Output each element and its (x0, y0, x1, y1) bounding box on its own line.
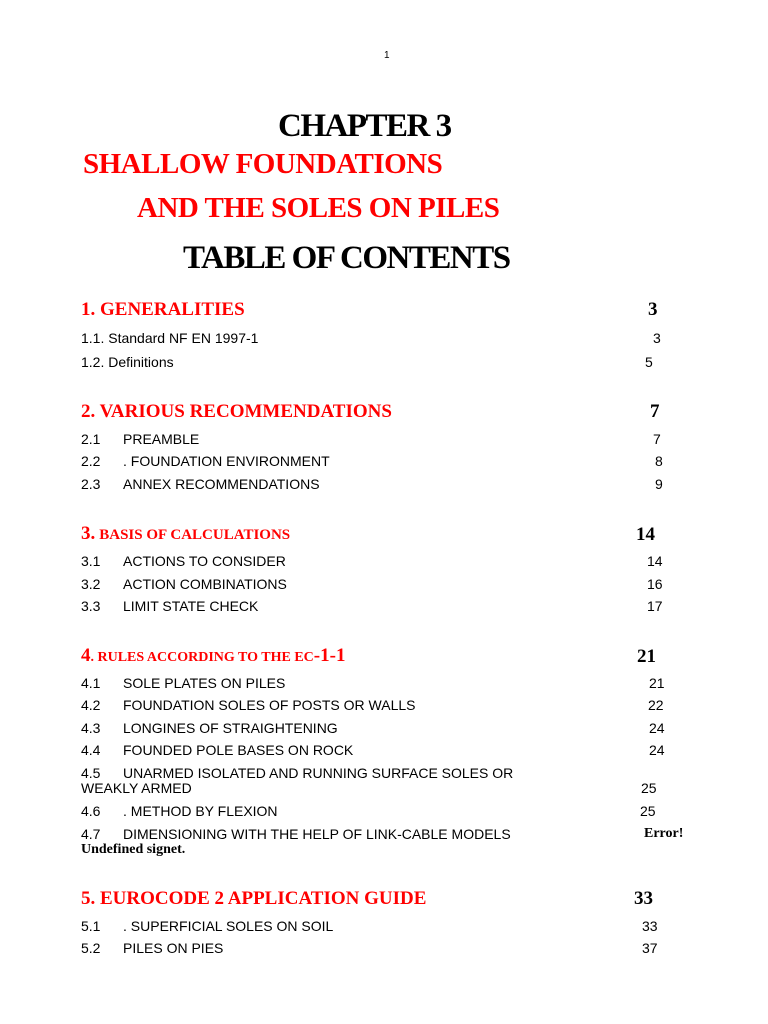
toc-entry-4-5-num: 4.5 (81, 765, 101, 781)
toc-entry-2-2-page: 8 (655, 453, 663, 469)
toc-entry-2-1-num: 2.1 (81, 431, 101, 447)
toc-entry-4-2[interactable]: FOUNDATION SOLES OF POSTS OR WALLS (123, 697, 416, 713)
section-4-heading-text: . RULES ACCORDING TO THE EC (90, 650, 314, 665)
subtitle-line-2: AND THE SOLES ON PILES (137, 192, 500, 224)
section-1-heading[interactable]: 1. GENERALITIES (81, 299, 245, 320)
section-3-page: 14 (636, 524, 655, 545)
toc-entry-2-3-page: 9 (655, 476, 663, 492)
page-number: 1 (384, 50, 390, 61)
toc-entry-3-3-page: 17 (647, 598, 663, 614)
section-1-page: 3 (648, 299, 658, 320)
toc-entry-4-7-num: 4.7 (81, 826, 101, 842)
toc-entry-5-2-page: 37 (642, 940, 658, 956)
toc-entry-4-1-num: 4.1 (81, 675, 101, 691)
chapter-title: CHAPTER 3 (278, 108, 451, 144)
section-2-page: 7 (650, 401, 660, 422)
toc-entry-4-1-page: 21 (649, 675, 665, 691)
section-5-heading[interactable]: 5. EUROCODE 2 APPLICATION GUIDE (81, 888, 427, 909)
toc-entry-2-2-num: 2.2 (81, 453, 101, 469)
toc-entry-4-7-error-cont: Undefined signet. (81, 842, 186, 857)
toc-entry-2-2[interactable]: . FOUNDATION ENVIRONMENT (123, 453, 330, 469)
toc-entry-3-3-num: 3.3 (81, 598, 101, 614)
toc-entry-2-3[interactable]: ANNEX RECOMMENDATIONS (123, 476, 320, 492)
section-4-heading-num: 4 (81, 645, 91, 666)
section-3-heading-text: BASIS OF CALCULATIONS (99, 527, 291, 543)
toc-entry-1-1-page: 3 (653, 330, 661, 346)
subtitle-line-1: SHALLOW FOUNDATIONS (83, 148, 443, 180)
toc-entry-4-7-error: Error! (644, 826, 684, 841)
section-3-heading[interactable] (81, 523, 290, 545)
toc-entry-3-2-page: 16 (647, 576, 663, 592)
toc-entry-3-1-num: 3.1 (81, 553, 101, 569)
toc-entry-4-5[interactable]: UNARMED ISOLATED AND RUNNING SURFACE SOLES OR (123, 765, 514, 781)
toc-entry-4-3[interactable]: LONGINES OF STRAIGHTENING (123, 720, 338, 736)
toc-entry-4-5-cont[interactable]: WEAKLY ARMED (81, 780, 192, 796)
toc-entry-3-2[interactable]: ACTION COMBINATIONS (123, 576, 287, 592)
toc-entry-5-1-num: 5.1 (81, 918, 101, 934)
toc-entry-2-1[interactable]: PREAMBLE (123, 431, 200, 447)
section-3-heading-num: 3. (81, 523, 96, 544)
section-4-page: 21 (637, 646, 656, 667)
toc-entry-4-6-num: 4.6 (81, 803, 101, 819)
section-5-page: 33 (634, 888, 653, 909)
toc-entry-5-1-page: 33 (642, 918, 658, 934)
toc-entry-4-2-page: 22 (648, 697, 664, 713)
toc-entry-4-7[interactable]: DIMENSIONING WITH THE HELP OF LINK-CABLE MODELS (123, 826, 511, 842)
toc-entry-2-3-num: 2.3 (81, 476, 101, 492)
toc-entry-4-4-num: 4.4 (81, 742, 101, 758)
toc-entry-4-6[interactable]: . METHOD BY FLEXION (123, 803, 278, 819)
toc-title: TABLE OF CONTENTS (183, 240, 510, 276)
toc-entry-4-5-page: 25 (641, 780, 657, 796)
toc-entry-1-2-page: 5 (645, 354, 653, 370)
section-2-heading[interactable]: 2. VARIOUS RECOMMENDATIONS (81, 401, 392, 422)
toc-entry-1-1[interactable]: 1.1. Standard NF EN 1997-1 (81, 330, 259, 346)
section-4-heading[interactable] (81, 645, 345, 667)
toc-entry-4-1[interactable]: SOLE PLATES ON PILES (123, 675, 286, 691)
toc-entry-4-3-num: 4.3 (81, 720, 101, 736)
toc-entry-3-3[interactable]: LIMIT STATE CHECK (123, 598, 259, 614)
section-4-heading-suffix: -1-1 (313, 645, 346, 666)
toc-entry-3-2-num: 3.2 (81, 576, 101, 592)
toc-entry-4-3-page: 24 (649, 720, 665, 736)
toc-entry-4-4[interactable]: FOUNDED POLE BASES ON ROCK (123, 742, 354, 758)
toc-entry-3-1-page: 14 (647, 553, 663, 569)
toc-entry-4-2-num: 4.2 (81, 697, 101, 713)
toc-entry-5-1[interactable]: . SUPERFICIAL SOLES ON SOIL (123, 918, 334, 934)
toc-entry-5-2-num: 5.2 (81, 940, 101, 956)
toc-entry-5-2[interactable]: PILES ON PIES (123, 940, 224, 956)
toc-entry-4-4-page: 24 (649, 742, 665, 758)
toc-entry-2-1-page: 7 (653, 431, 661, 447)
toc-entry-4-6-page: 25 (640, 803, 656, 819)
toc-entry-1-2[interactable]: 1.2. Definitions (81, 354, 174, 370)
toc-entry-3-1[interactable]: ACTIONS TO CONSIDER (123, 553, 286, 569)
